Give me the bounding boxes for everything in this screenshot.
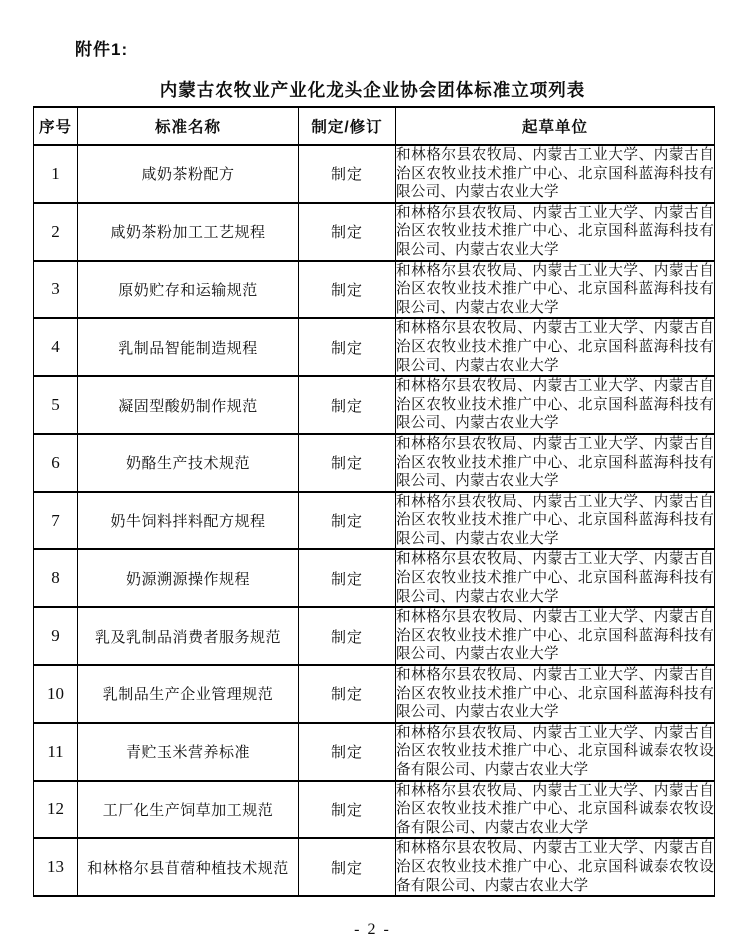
formulate-revise-cell: 制定 <box>299 203 396 261</box>
table-row <box>34 665 715 723</box>
standard-name-cell: 咸奶茶粉加工工艺规程 <box>78 203 299 261</box>
drafting-unit-cell: 和林格尔县农牧局、内蒙古工业大学、内蒙古自治区农牧业技术推广中心、北京国科蓝海科技有限公司、内蒙古农业大学 <box>396 145 715 203</box>
standard-name-cell: 和林格尔县苜蓿种植技术规范 <box>78 838 299 896</box>
table-row <box>34 434 715 492</box>
table-header-row <box>34 107 715 145</box>
row-number-cell: 7 <box>34 492 78 550</box>
formulate-revise-cell: 制定 <box>299 607 396 665</box>
drafting-unit-cell: 和林格尔县农牧局、内蒙古工业大学、内蒙古自治区农牧业技术推广中心、北京国科蓝海科技有限公司、内蒙古农业大学 <box>396 549 715 607</box>
table-row <box>34 376 715 434</box>
standard-name-cell: 原奶贮存和运输规范 <box>78 261 299 319</box>
formulate-revise-cell: 制定 <box>299 723 396 781</box>
standard-name-cell: 凝固型酸奶制作规范 <box>78 376 299 434</box>
header-drafting-unit: 起草单位 <box>396 107 715 145</box>
row-number-cell: 6 <box>34 434 78 492</box>
table-body <box>34 145 715 896</box>
formulate-revise-cell: 制定 <box>299 838 396 896</box>
header-standard-name: 标准名称 <box>78 107 299 145</box>
row-number-cell: 11 <box>34 723 78 781</box>
row-number-cell: 8 <box>34 549 78 607</box>
drafting-unit-cell: 和林格尔县农牧局、内蒙古工业大学、内蒙古自治区农牧业技术推广中心、北京国科诚泰农牧设备有限公司、内蒙古农业大学 <box>396 781 715 839</box>
drafting-unit-cell: 和林格尔县农牧局、内蒙古工业大学、内蒙古自治区农牧业技术推广中心、北京国科蓝海科技有限公司、内蒙古农业大学 <box>396 318 715 376</box>
formulate-revise-cell: 制定 <box>299 549 396 607</box>
page-title: 内蒙古农牧业产业化龙头企业协会团体标准立项列表 <box>159 80 586 100</box>
row-number-cell: 2 <box>34 203 78 261</box>
table-row <box>34 607 715 665</box>
table-row <box>34 781 715 839</box>
drafting-unit-cell: 和林格尔县农牧局、内蒙古工业大学、内蒙古自治区农牧业技术推广中心、北京国科蓝海科技有限公司、内蒙古农业大学 <box>396 261 715 319</box>
standard-name-cell: 奶源溯源操作规程 <box>78 549 299 607</box>
standard-name-cell: 青贮玉米营养标准 <box>78 723 299 781</box>
header-serial-number: 序号 <box>34 107 78 145</box>
table-row <box>34 261 715 319</box>
drafting-unit-cell: 和林格尔县农牧局、内蒙古工业大学、内蒙古自治区农牧业技术推广中心、北京国科蓝海科技有限公司、内蒙古农业大学 <box>396 376 715 434</box>
table-row <box>34 838 715 896</box>
formulate-revise-cell: 制定 <box>299 376 396 434</box>
drafting-unit-cell: 和林格尔县农牧局、内蒙古工业大学、内蒙古自治区农牧业技术推广中心、北京国科诚泰农牧设备有限公司、内蒙古农业大学 <box>396 723 715 781</box>
drafting-unit-cell: 和林格尔县农牧局、内蒙古工业大学、内蒙古自治区农牧业技术推广中心、北京国科蓝海科技有限公司、内蒙古农业大学 <box>396 607 715 665</box>
formulate-revise-cell: 制定 <box>299 318 396 376</box>
formulate-revise-cell: 制定 <box>299 434 396 492</box>
row-number-cell: 9 <box>34 607 78 665</box>
standards-table <box>33 106 715 897</box>
table-row <box>34 203 715 261</box>
standard-name-cell: 咸奶茶粉配方 <box>78 145 299 203</box>
formulate-revise-cell: 制定 <box>299 261 396 319</box>
drafting-unit-cell: 和林格尔县农牧局、内蒙古工业大学、内蒙古自治区农牧业技术推广中心、北京国科蓝海科技有限公司、内蒙古农业大学 <box>396 492 715 550</box>
row-number-cell: 4 <box>34 318 78 376</box>
row-number-cell: 5 <box>34 376 78 434</box>
row-number-cell: 12 <box>34 781 78 839</box>
drafting-unit-cell: 和林格尔县农牧局、内蒙古工业大学、内蒙古自治区农牧业技术推广中心、北京国科蓝海科技有限公司、内蒙古农业大学 <box>396 434 715 492</box>
header-formulate-revise: 制定/修订 <box>299 107 396 145</box>
formulate-revise-cell: 制定 <box>299 781 396 839</box>
formulate-revise-cell: 制定 <box>299 665 396 723</box>
standard-name-cell: 工厂化生产饲草加工规范 <box>78 781 299 839</box>
standard-name-cell: 奶酪生产技术规范 <box>78 434 299 492</box>
table-row <box>34 492 715 550</box>
drafting-unit-cell: 和林格尔县农牧局、内蒙古工业大学、内蒙古自治区农牧业技术推广中心、北京国科诚泰农牧设备有限公司、内蒙古农业大学 <box>396 838 715 896</box>
attachment-label: 附件1: <box>75 40 129 59</box>
row-number-cell: 1 <box>34 145 78 203</box>
standard-name-cell: 奶牛饲料拌料配方规程 <box>78 492 299 550</box>
table-row <box>34 145 715 203</box>
standard-name-cell: 乳制品生产企业管理规范 <box>78 665 299 723</box>
standard-name-cell: 乳及乳制品消费者服务规范 <box>78 607 299 665</box>
drafting-unit-cell: 和林格尔县农牧局、内蒙古工业大学、内蒙古自治区农牧业技术推广中心、北京国科蓝海科技有限公司、内蒙古农业大学 <box>396 203 715 261</box>
table-row <box>34 723 715 781</box>
drafting-unit-cell: 和林格尔县农牧局、内蒙古工业大学、内蒙古自治区农牧业技术推广中心、北京国科蓝海科技有限公司、内蒙古农业大学 <box>396 665 715 723</box>
row-number-cell: 10 <box>34 665 78 723</box>
formulate-revise-cell: 制定 <box>299 492 396 550</box>
table-row <box>34 549 715 607</box>
standard-name-cell: 乳制品智能制造规程 <box>78 318 299 376</box>
row-number-cell: 3 <box>34 261 78 319</box>
row-number-cell: 13 <box>34 838 78 896</box>
formulate-revise-cell: 制定 <box>299 145 396 203</box>
table-row <box>34 318 715 376</box>
page-number: - 2 - <box>354 921 391 939</box>
